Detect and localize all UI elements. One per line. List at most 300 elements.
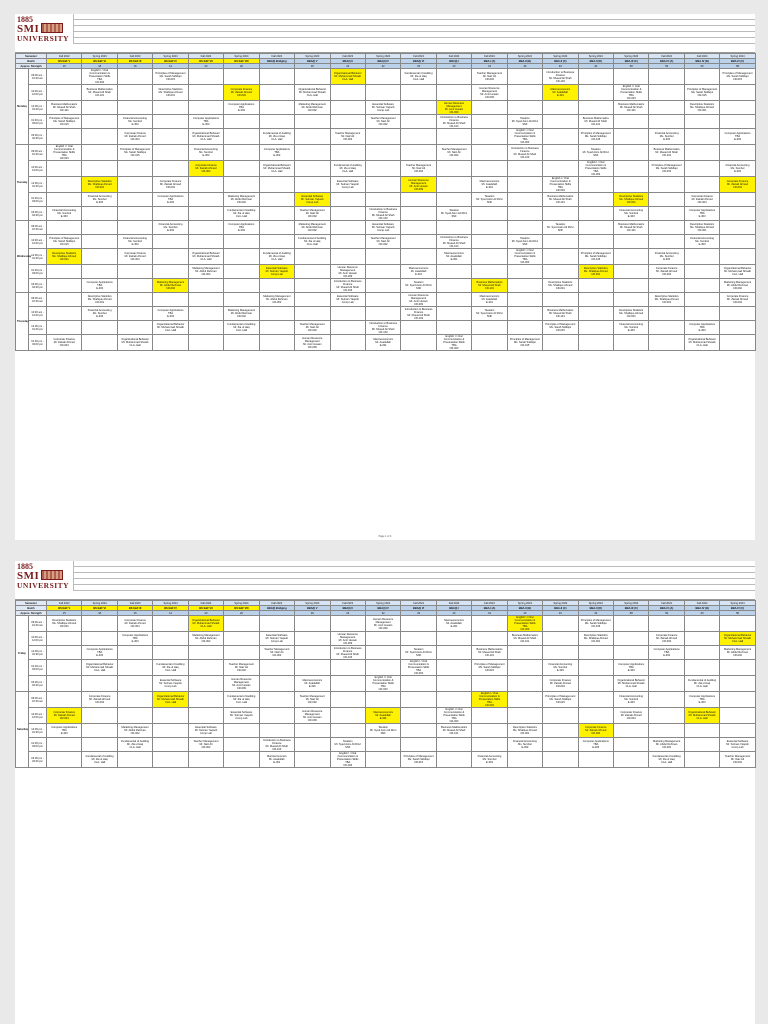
schedule-cell: [47, 321, 82, 335]
course-line: Ms. Sarah Siddiqui: [478, 666, 501, 669]
time-label: 12:00 pm - 01:30 pm: [29, 321, 47, 335]
header-cell: Fall 2024: [188, 601, 223, 606]
course-line: Mr. Mueed Ali Shah: [265, 744, 289, 748]
course-cell: [332, 740, 364, 749]
time-label: 09:00 am - 10:30 am: [29, 293, 47, 307]
schedule-cell: [578, 207, 613, 221]
course-line: SNF: [416, 287, 422, 290]
course-cell: [402, 72, 434, 81]
course-cell: [154, 223, 186, 232]
course-line: Mr. Mueed Ali Shah: [442, 121, 466, 125]
schedule-cell: [224, 321, 259, 335]
course-cell: [154, 695, 186, 704]
header-cell: 43: [436, 611, 471, 616]
schedule-cell: [117, 752, 152, 768]
course-line: Human Resource Management: [479, 86, 500, 93]
schedule-cell: [401, 207, 436, 221]
schedule-cell: [720, 221, 755, 235]
schedule-cell: [578, 85, 613, 101]
course-line: E-301: [486, 301, 493, 304]
schedule-cell: [720, 145, 755, 161]
course-line: Fundamental of Auditing: [262, 252, 291, 255]
logo-year: 1885: [17, 15, 33, 24]
course-cell: [438, 236, 470, 248]
course-cell: [402, 267, 434, 276]
course-line: Business Mathematics: [51, 103, 78, 106]
course-line: Introduction to Business Finance: [440, 115, 468, 122]
course-line: CR-003: [520, 628, 530, 631]
time-label: 10:30 am - 12:00 pm: [29, 632, 47, 646]
time-label: 03:00 pm - 04:30 pm: [29, 279, 47, 293]
schedule-cell: [578, 177, 613, 193]
time-label: 03:00 pm - 04:30 pm: [29, 129, 47, 145]
course-line: Mr. Abdul Rehman: [726, 284, 749, 287]
schedule-cell: [649, 676, 684, 692]
course-line: Ms. Sumbul: [659, 255, 674, 258]
schedule-cell: [82, 235, 117, 249]
header-cell: 18: [82, 64, 117, 69]
course-line: Mr. Zia ul Haq: [268, 135, 285, 138]
course-line: Financial Accounting: [619, 323, 644, 326]
course-line: Mr. Amir Husain: [409, 184, 428, 188]
course-line: CR-004: [166, 186, 175, 189]
schedule-cell: [365, 221, 400, 235]
course-line: English I / Oral Communication & Presentation Skills: [514, 249, 536, 258]
course-cell: [721, 72, 753, 81]
course-line: Descriptive Statistics: [87, 295, 112, 298]
schedule-cell: [82, 307, 117, 321]
schedule-cell: [649, 307, 684, 321]
schedule-cell: [543, 249, 578, 265]
header-cell: BBA(I) II: [330, 606, 365, 611]
schedule-cell: [543, 335, 578, 351]
course-line: Mr. Asadullah: [481, 183, 498, 186]
time-row: [16, 129, 756, 145]
course-line: CR-003: [449, 347, 459, 350]
schedule-cell: [401, 660, 436, 676]
course-line: Mr. Mueed Ali Shah: [549, 198, 572, 201]
course-line: CR-002: [414, 170, 424, 173]
course-line: Mr. Muhammad Shoaib: [121, 341, 149, 344]
schedule-cell: [472, 129, 507, 145]
course-cell: [544, 177, 576, 192]
course-line: Mr. Abdul Rehman: [301, 106, 323, 109]
course-line: Macroeconomics: [444, 619, 464, 622]
course-line: CR-103: [343, 288, 353, 292]
course-line: Organizational Behavior: [85, 663, 114, 666]
schedule-cell: [578, 321, 613, 335]
course-line: CR-009: [343, 641, 353, 645]
course-line: CLA- Hall: [271, 258, 283, 261]
schedule-cell: [649, 616, 684, 632]
course-line: CR-002: [201, 746, 211, 749]
course-line: CR-002: [449, 154, 459, 157]
schedule-cell: [436, 177, 471, 193]
course-line: Macroeconomics: [373, 711, 393, 714]
header-cell: BBA-IV (B): [684, 606, 719, 611]
course-line: Mr. Zia ul Haq: [162, 666, 179, 669]
course-cell: [296, 209, 328, 218]
course-line: Taxation: [413, 648, 424, 651]
schedule-cell: [543, 307, 578, 321]
course-line: Business Mathematics: [441, 726, 467, 729]
row-label: Batch: [16, 606, 47, 611]
course-line: Business Mathematics: [618, 223, 645, 226]
schedule-cell: [330, 177, 365, 193]
course-line: Macroeconomics: [444, 252, 464, 255]
header-cell: Spring 2023: [295, 601, 330, 606]
schedule-cell: [365, 279, 400, 293]
schedule-cell: [720, 676, 755, 692]
course-line: Taxation: [342, 740, 353, 743]
schedule-cell: [472, 265, 507, 279]
schedule-cell: [259, 692, 294, 708]
schedule-cell: [82, 193, 117, 207]
schedule-cell: [684, 692, 719, 708]
schedule-cell: [330, 115, 365, 129]
schedule-cell: [507, 616, 542, 632]
schedule-cell: [330, 235, 365, 249]
time-row: [16, 177, 756, 193]
course-cell: [119, 237, 151, 246]
schedule-cell: [259, 752, 294, 768]
schedule-cell: [188, 249, 223, 265]
course-line: Marketing Management: [192, 634, 220, 637]
course-line: Computer Applications: [157, 195, 184, 198]
schedule-cell: [614, 616, 649, 632]
schedule-cell: [188, 321, 223, 335]
course-line: E-303: [698, 329, 706, 332]
course-line: Taxation: [378, 726, 388, 729]
schedule-cell: [684, 193, 719, 207]
schedule-cell: [684, 646, 719, 660]
course-line: Computer Applications: [228, 103, 255, 106]
course-line: CR-002: [166, 287, 175, 290]
schedule-cell: [47, 85, 82, 101]
course-line: TBA: [345, 761, 351, 764]
header-cell: Fall 2023: [330, 54, 365, 59]
schedule-cell: [401, 708, 436, 724]
course-line: E-301: [273, 761, 281, 764]
course-line: CR-015: [662, 170, 672, 173]
course-line: Corporate Finance: [124, 132, 146, 135]
course-line: Corporate Finance: [195, 164, 217, 167]
course-line: E-303: [167, 229, 174, 232]
schedule-cell: [117, 660, 152, 676]
schedule-cell: [82, 724, 117, 738]
schedule-cell: [117, 249, 152, 265]
schedule-cell: [436, 207, 471, 221]
course-line: Mr. Muhammad Shoaib: [86, 666, 114, 669]
schedule-cell: [365, 193, 400, 207]
course-line: Mr. Zainab Ahmed: [230, 91, 252, 94]
time-label: 10:30 am - 12:00 pm: [29, 307, 47, 321]
course-line: Financial Accounting: [619, 209, 644, 212]
schedule-cell: [578, 646, 613, 660]
course-line: Mr. Zainab Ahmed: [727, 183, 749, 186]
schedule-cell: [330, 161, 365, 177]
schedule-cell: [436, 692, 471, 708]
course-line: CR-002: [307, 215, 317, 218]
schedule-cell: [401, 632, 436, 646]
course-line: Mr. Zainab Ahmed: [656, 637, 678, 640]
course-line: Descriptive Statistics: [512, 726, 537, 729]
schedule-cell: [472, 307, 507, 321]
time-row: [16, 321, 756, 335]
schedule-cell: [472, 249, 507, 265]
course-line: Financial Accounting: [654, 132, 679, 135]
schedule-cell: [684, 660, 719, 676]
course-line: Mr. Muhammad Shoaib: [157, 326, 184, 329]
schedule-cell: [259, 145, 294, 161]
header-cell: 14: [153, 611, 188, 616]
schedule-cell: [330, 101, 365, 115]
schedule-cell: [401, 335, 436, 351]
schedule-cell: [543, 646, 578, 660]
header-cell: BBA(I) IV: [365, 59, 400, 64]
course-line: E-303: [167, 315, 174, 318]
schedule-cell: [82, 321, 117, 335]
course-line: Descriptive Statistics: [52, 619, 77, 622]
schedule-cell: [365, 724, 400, 738]
course-line: CR-003: [95, 81, 105, 84]
schedule-cell: [614, 193, 649, 207]
course-cell: [119, 148, 151, 157]
header-cell: 32: [330, 611, 365, 616]
schedule-cell: [578, 249, 613, 265]
course-line: Comp Lab: [731, 746, 744, 749]
course-line: Mr. Zia ul Haq: [268, 255, 285, 258]
schedule-cell: [153, 85, 188, 101]
course-line: Mr. Zainab Ahmed: [585, 729, 607, 732]
schedule-cell: [472, 101, 507, 115]
course-cell: [332, 180, 364, 189]
schedule-cell: [153, 307, 188, 321]
course-line: SNF: [380, 732, 386, 735]
header-blank-lines: [73, 14, 755, 48]
schedule-cell: [188, 129, 223, 145]
schedule-cell: [472, 221, 507, 235]
course-cell: [154, 281, 186, 290]
course-line: Ms. Sumbul: [128, 120, 142, 123]
course-line: Financial Accounting: [725, 164, 750, 167]
course-cell: [509, 634, 541, 643]
schedule-cell: [224, 161, 259, 177]
schedule-cell: [436, 632, 471, 646]
schedule-cell: [295, 129, 330, 145]
schedule-cell: [436, 752, 471, 768]
course-cell: [721, 281, 753, 290]
course-cell: [721, 164, 753, 173]
course-line: Essential Software: [230, 711, 253, 714]
schedule-cell: [153, 129, 188, 145]
schedule-cell: [82, 115, 117, 129]
course-line: Fundamental of Auditing: [156, 663, 185, 666]
schedule-cell: [117, 646, 152, 660]
course-line: Business Mathematics: [653, 148, 680, 151]
schedule-cell: [224, 708, 259, 724]
course-line: TBA: [451, 717, 457, 720]
schedule-cell: [47, 752, 82, 768]
schedule-cell: [188, 161, 223, 177]
course-line: TBA: [628, 94, 634, 97]
course-cell: [473, 281, 505, 290]
header-cell: Spring 2024: [507, 601, 542, 606]
header-cell: BBA(I) Bridging: [259, 59, 294, 64]
time-row: [16, 249, 756, 265]
schedule-cell: [684, 293, 719, 307]
course-cell: [473, 755, 505, 764]
course-cell: [402, 755, 434, 764]
course-line: Introduction to Business Finance: [511, 146, 539, 153]
course-line: CR-004: [130, 258, 140, 261]
course-line: CR-015: [555, 701, 565, 704]
course-cell: [48, 145, 80, 160]
course-line: CR-004: [662, 273, 672, 276]
course-line: Taxation: [520, 237, 530, 240]
course-line: Corporate Finance: [726, 295, 749, 298]
time-row: [16, 646, 756, 660]
course-line: Ms. Sumbul: [695, 240, 709, 243]
course-line: Mr. Muhammad Shoaib: [263, 167, 291, 170]
course-line: TBA: [557, 186, 563, 189]
header-cell: 58: [720, 64, 755, 69]
course-line: Business Mathematics: [86, 88, 113, 91]
header-cell: 18: [82, 611, 117, 616]
course-line: E-303: [521, 746, 529, 749]
course-cell: [686, 103, 718, 112]
schedule-cell: [507, 265, 542, 279]
course-line: E-303: [663, 258, 671, 261]
course-line: Mr. Asadullah: [446, 622, 462, 625]
course-line: Mr. Abdul Rehman: [301, 226, 323, 229]
course-line: TBA: [97, 651, 103, 654]
course-cell: [367, 618, 399, 630]
course-line: Ms. Sumbul: [659, 135, 674, 138]
course-line: Ms. Shafique Ahmed: [512, 729, 537, 732]
course-line: Mr. Muhammad Shoaib: [724, 270, 751, 273]
course-line: Financial Accounting: [123, 237, 147, 240]
course-line: Marketing Management: [227, 195, 256, 198]
course-cell: [83, 648, 115, 657]
schedule-cell: [507, 177, 542, 193]
schedule-cell: [330, 129, 365, 145]
course-cell: [332, 752, 364, 767]
course-line: E-303: [627, 215, 635, 218]
schedule-cell: [684, 738, 719, 752]
header-cell: Fall 2024: [436, 601, 471, 606]
schedule-cell: [436, 69, 471, 85]
course-line: CR-003: [343, 764, 353, 767]
course-cell: [261, 295, 293, 304]
course-line: Mr. Syed Asim Ali Rizvi: [405, 284, 432, 287]
schedule-cell: [295, 177, 330, 193]
course-line: Mr. Sulman Yaqoob: [230, 714, 253, 717]
schedule-cell: [259, 129, 294, 145]
course-line: Organizational Behavior: [688, 711, 716, 714]
course-line: CR-002: [733, 761, 742, 764]
course-line: E-303: [237, 109, 245, 112]
course-line: CLA- Hall: [129, 344, 141, 347]
schedule-cell: [614, 129, 649, 145]
schedule-cell: [543, 145, 578, 161]
course-line: CR-015: [591, 138, 601, 141]
course-line: CR-004: [59, 717, 69, 720]
course-line: E-301: [486, 186, 493, 189]
schedule-cell: [117, 293, 152, 307]
course-line: Human Resource Management: [408, 178, 429, 185]
schedule-cell: [436, 235, 471, 249]
course-cell: [402, 179, 434, 191]
course-line: Ms. Shafique Ahmed: [583, 270, 608, 273]
course-line: Mr. Abdul Rehman: [159, 284, 182, 287]
course-line: Mr. Zia ul Haq: [233, 698, 250, 701]
course-line: Mr. Syed Asim Ali Rizvi: [511, 240, 539, 243]
schedule-cell: [543, 632, 578, 646]
schedule-cell: [82, 646, 117, 660]
schedule-cell: [82, 221, 117, 235]
schedule-cell: [259, 193, 294, 207]
course-line: Human Resource Management: [337, 632, 358, 639]
schedule-cell: [720, 101, 755, 115]
schedule-cell: [543, 752, 578, 768]
course-cell: [154, 309, 186, 318]
course-cell: [615, 711, 647, 720]
course-line: Fundamental of Auditing: [85, 755, 114, 758]
course-line: Descriptive Statistics: [583, 634, 608, 637]
schedule-cell: [507, 660, 542, 676]
schedule-cell: [188, 279, 223, 293]
schedule-cell: [720, 129, 755, 145]
course-line: Mr. Mueed Ali Shah: [407, 313, 430, 317]
header-cell: BBA-II (D): [578, 59, 613, 64]
schedule-cell: [436, 724, 471, 738]
schedule-cell: [401, 101, 436, 115]
course-line: Mr. Asadullah: [446, 255, 462, 258]
schedule-cell: [259, 632, 294, 646]
course-line: CR-101: [555, 201, 565, 204]
course-line: CR-001: [626, 201, 636, 204]
header-cell: Spring 2023: [295, 54, 330, 59]
course-cell: [509, 237, 541, 246]
course-line: TBA: [522, 138, 528, 141]
course-line: Ms. Shafique Ahmed: [52, 255, 77, 258]
course-line: Human Resource Management: [337, 265, 358, 272]
course-cell: [721, 180, 753, 189]
course-line: CR-002: [130, 732, 140, 735]
schedule-cell: [295, 265, 330, 279]
course-line: Human Resource Management: [231, 677, 252, 684]
schedule-cell: [47, 235, 82, 249]
schedule-cell: [649, 235, 684, 249]
time-row: [16, 660, 756, 676]
course-line: Ms. Sumbul: [199, 151, 213, 154]
course-cell: [509, 338, 541, 347]
schedule-cell: [82, 265, 117, 279]
course-line: Mr. Mueed Ali Shah: [52, 106, 76, 109]
course-cell: [650, 132, 682, 141]
schedule-cell: [330, 85, 365, 101]
schedule-cell: [472, 752, 507, 768]
schedule-cell: [224, 85, 259, 101]
schedule-cell: [82, 249, 117, 265]
course-cell: [154, 663, 186, 672]
schedule-cell: [82, 279, 117, 293]
header-cell: 16: [117, 64, 152, 69]
university-logo: [17, 16, 72, 50]
course-line: CR-101: [95, 94, 105, 97]
schedule-cell: [117, 265, 152, 279]
